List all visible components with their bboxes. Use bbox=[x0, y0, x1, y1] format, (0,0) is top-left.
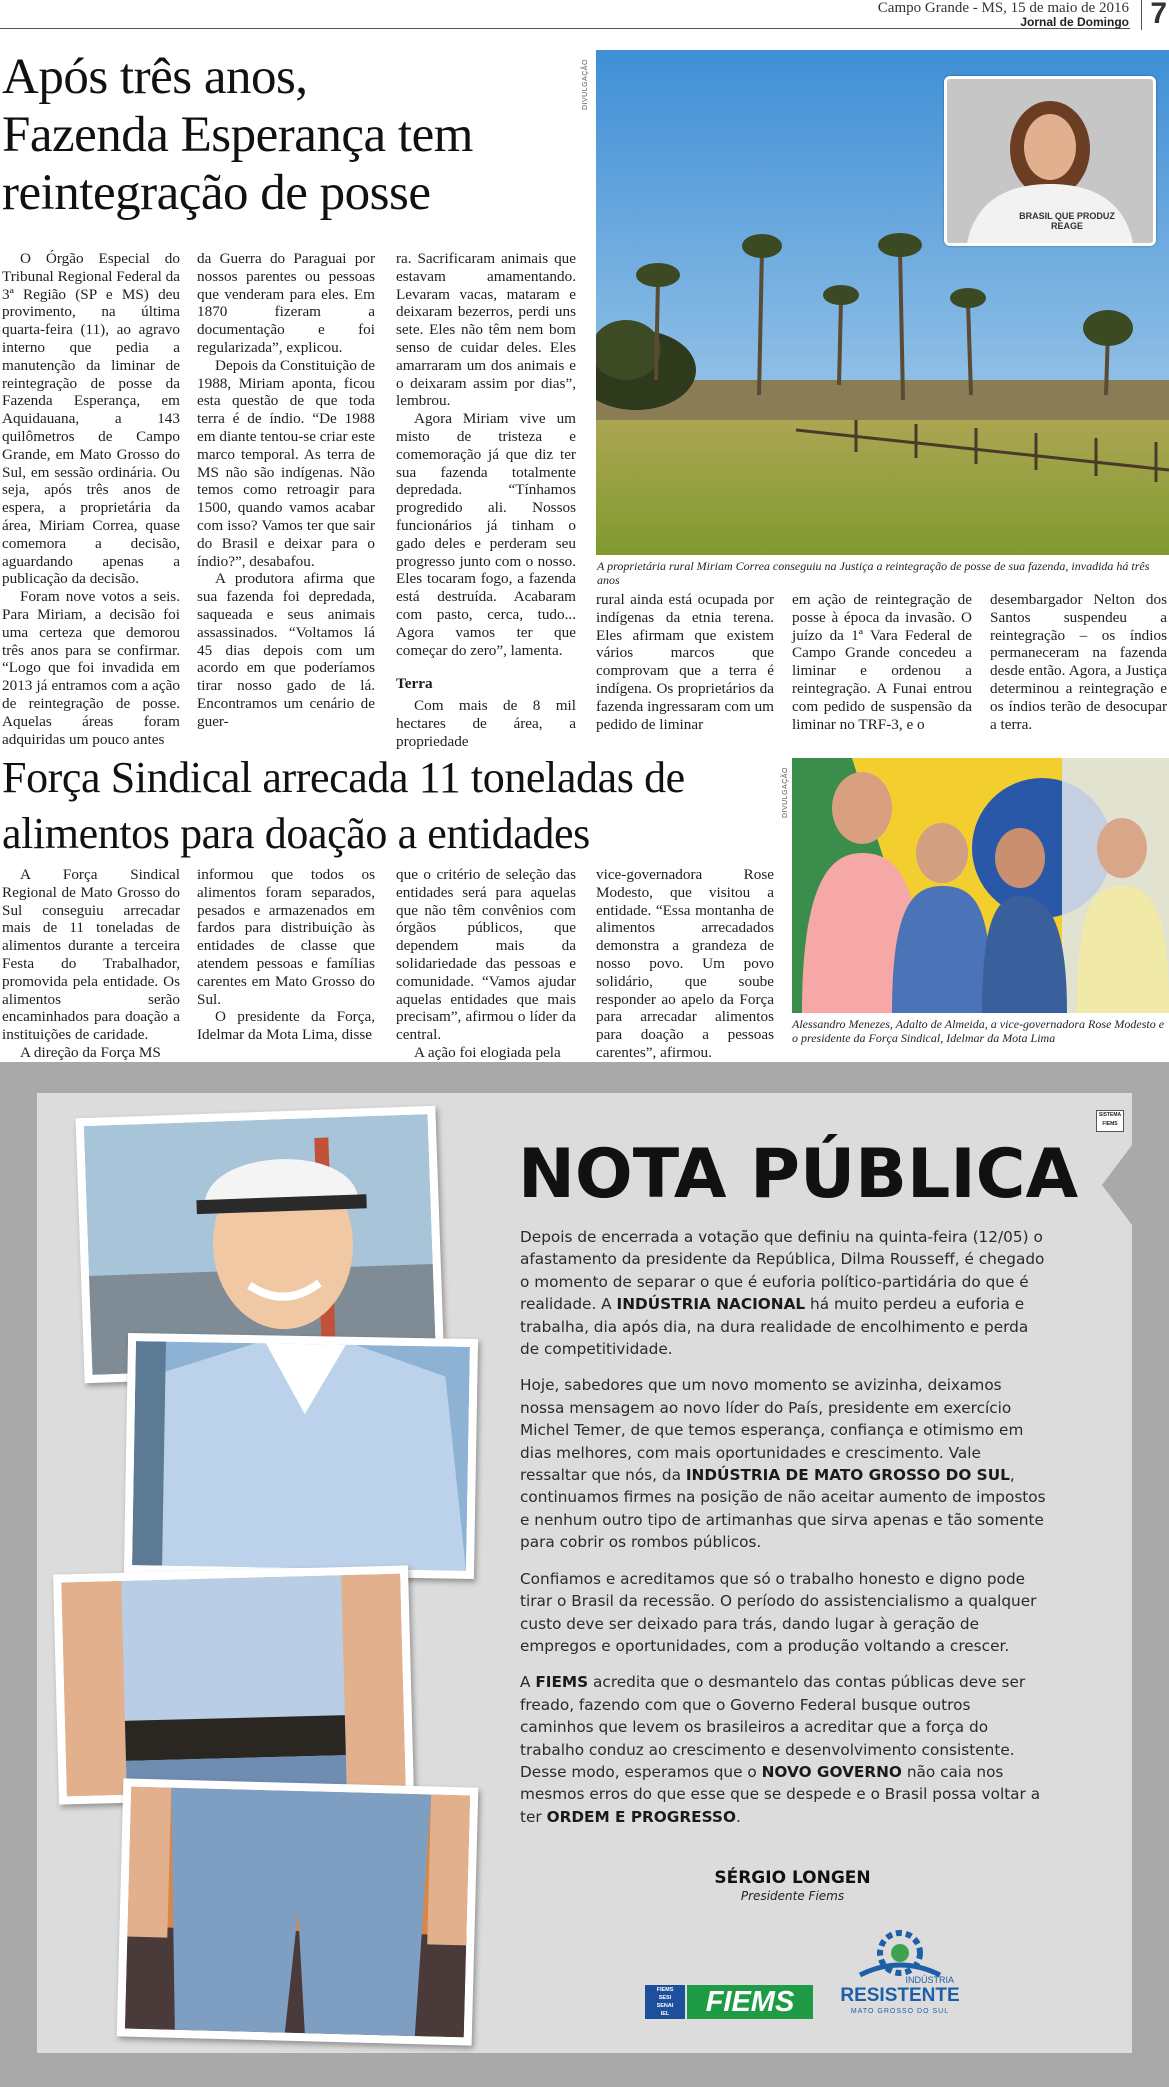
header-paper-name: Jornal de Domingo bbox=[1020, 15, 1129, 29]
emphasis: INDÚSTRIA NACIONAL bbox=[616, 1295, 806, 1314]
ad-title: NOTA PÚBLICA bbox=[518, 1135, 1079, 1214]
article1-headline-line: Fazenda Esperança tem bbox=[2, 107, 473, 163]
emphasis: NOVO GOVERNO bbox=[761, 1762, 902, 1781]
ad-paragraph-4 bbox=[520, 1671, 1048, 1828]
ad-paragraph-3: Confiamos e acreditamos que só o trabalho honesto e digno pode tirar o Brasil da recessão. O período do assistencialismo a qualquer custo deve ser deixado para trás, dando lugar à geração de empregos e oportunidades, com a produção voltando a crescer. bbox=[520, 1569, 1037, 1655]
article2-column-1 bbox=[2, 866, 180, 1062]
worker-belt-image bbox=[61, 1574, 405, 1797]
article1-subhead: Terra bbox=[396, 675, 433, 693]
article1-column-2 bbox=[197, 250, 375, 731]
logo2-bottom-text: MATO GROSSO DO SUL bbox=[850, 2008, 950, 2015]
paragraph: em ação de reintegração de posse à época da invasão. O juízo da 1ª Vara Federal de Campo Grande concedeu a liminar e ordenou a reintegração. A Funai entrou com pedido de suspensão da liminar no TRF-3, e o bbox=[792, 591, 972, 733]
logo-sub-label: FIEMS bbox=[656, 1987, 674, 1993]
text: A bbox=[520, 1673, 536, 1692]
logo-sub-label: IEL bbox=[660, 2011, 670, 2017]
paragraph: desembargador Nelton dos Santos suspendeu a reintegração – os índios permaneceram na fazenda desde então. Agora, a Justiça determinou a reintegração e os índios terão de desocupar a terra. bbox=[990, 591, 1167, 733]
article2-column-2 bbox=[197, 866, 375, 1044]
ad-body bbox=[520, 1226, 1048, 1842]
article2-photo-caption: Alessandro Menezes, Adalto de Almeida, a vice-governadora Rose Modesto e o presidente da Força Sindical, Idelmar da Mota Lima bbox=[792, 1017, 1165, 1045]
emphasis: ORDEM E PROGRESSO bbox=[546, 1807, 736, 1826]
fiems-wordmark: FIEMS bbox=[687, 1985, 813, 2019]
article1-column-5 bbox=[792, 591, 972, 733]
header-date: Campo Grande - MS, 15 de maio de 2016 bbox=[877, 0, 1129, 16]
logo2-main-text: RESISTENTE bbox=[840, 1985, 960, 2006]
ad-paragraph-1 bbox=[520, 1226, 1048, 1360]
collage-photo-3 bbox=[53, 1565, 414, 1804]
paragraph: O Órgão Especial do Tribunal Regional Federal da 3ª Região (SP e MS) deu provimento, na última quarta-feira (11), ao agravo interno que pedia a manutenção da liminar de reintegração de posse da Fazenda Esperança, em Aquidauana, a 143 quilômetros de Campo Grande, em Mato Grosso do Sul, em sessão ordinária. Ou seja, após três anos de espera, a proprietária da área, Miriam Correa, quase comemora a decisão, aguardando apenas a publicação da decisão. bbox=[2, 250, 180, 588]
collage-photo-4 bbox=[117, 1778, 479, 2045]
article2-column-4 bbox=[596, 866, 774, 1062]
ad-panel-notch bbox=[1102, 1145, 1132, 1225]
sistema-fiems-badge: SISTEMA FIEMS bbox=[1096, 1110, 1124, 1132]
paragraph: A produtora afirma que sua fazenda foi depredada, saqueada e seus animais assassinados. “Voltamos lá 45 dias depois com um acordo em que poderíamos tirar nosso gado de lá. Encontramos um cenário de guer- bbox=[197, 570, 375, 730]
article1-headline-line: reintegração de posse bbox=[2, 165, 431, 221]
paragraph: A direção da Força MS bbox=[20, 1043, 161, 1061]
article1-column-1 bbox=[2, 250, 180, 748]
signature-role: Presidente Fiems bbox=[740, 1889, 845, 1903]
logo-sub-label: SENAI bbox=[656, 2003, 674, 2009]
article1-headline bbox=[2, 48, 592, 222]
worker-jeans-image bbox=[125, 1787, 470, 2038]
article1-headline-line: Após três anos, bbox=[2, 49, 308, 105]
text: Hoje, sabedores que um novo momento se avizinha, deixamos nossa mensagem ao novo líder do País, presidente em exercício Michel Temer, de que temos esperança, confiança e otimismo em dias melhores, com mais oportunidades e crescimento. Vale ressaltar que nós, da bbox=[520, 1376, 1024, 1485]
logo2-top-text: INDÚSTRIA bbox=[905, 1975, 954, 1985]
group-photo bbox=[792, 758, 1169, 1013]
photo-credit: DIVULGAÇÃO bbox=[782, 767, 789, 818]
industria-resistente-logo bbox=[840, 1925, 960, 2025]
paragraph: O presidente da Força, Idelmar da Mota Lima, disse bbox=[197, 1008, 375, 1044]
paragraph: rural ainda está ocupada por indígenas da etnia terena. Eles afirmam que existem vários marcos que comprovam que a terra é indígena. Os proprietários da fazenda ingressaram com um pedido de liminar bbox=[596, 591, 774, 733]
paragraph: informou que todos os alimentos foram separados, pesados e armazenados em fardos para distribuição às entidades de classe que atendem pessoas e famílias carentes em Mato Grosso do Sul. bbox=[197, 866, 375, 1008]
ad-paragraph-2 bbox=[520, 1374, 1048, 1553]
fiems-logo bbox=[645, 1985, 813, 2019]
article1-column-4 bbox=[596, 591, 774, 733]
text: não caia nos mesmos erros do que esse que se despede e o Brasil possa voltar a ter bbox=[520, 1762, 1041, 1826]
text: , continuamos firmes na posição de não aceitar aumento de impostos e nenhum outro tipo de artimanhas que sirva apenas e tão somente para cobrir os rombos públicos. bbox=[520, 1466, 1046, 1552]
paragraph: que o critério de seleção das entidades será para aquelas que não têm convênios com órgãos públicos, que dependem mais da solidariedade das pessoas e comunidade. “Vamos ajudar aquelas entidades que mais precisam”, afirmou o líder da central. bbox=[396, 866, 576, 1044]
text: há muito perdeu a euforia e trabalha, dia após dia, na dura realidade de encolhimento e perda de competitividade. bbox=[520, 1295, 1029, 1359]
paragraph: A ação foi elogiada pela bbox=[414, 1043, 561, 1061]
shirt-print: BRASIL QUE PRODUZ REAGE bbox=[1019, 211, 1115, 231]
article2-headline-line: Força Sindical arrecada 11 toneladas de bbox=[2, 753, 685, 802]
collage-photo-2 bbox=[124, 1333, 478, 1579]
logo-sub-label: SESI bbox=[658, 1995, 672, 2001]
worker-torso-image bbox=[132, 1341, 470, 1571]
article2-column-3 bbox=[396, 866, 576, 1062]
paragraph: da Guerra do Paraguai por nossos parentes ou pessoas que venderam para eles. Em 1870 fizeram a documentação e foi regularizada”, explicou. bbox=[197, 250, 375, 356]
text: . bbox=[735, 1807, 741, 1826]
paragraph: A Força Sindical Regional de Mato Grosso do Sul conseguiu arrecadar mais de 11 toneladas de alimentos durante a terceira Festa do Trabalhador, promovida pela entidade. Os alimentos serão encaminhados para doação a instituições de caridade. bbox=[2, 866, 180, 1044]
article2-headline-line: alimentos para doação a entidades bbox=[2, 809, 590, 858]
paragraph: Com mais de 8 mil hectares de área, a propriedade bbox=[396, 697, 576, 750]
page-number: 7 bbox=[1141, 0, 1167, 30]
signature-name: SÉRGIO LONGEN bbox=[714, 1868, 871, 1888]
photo-credit: DIVULGAÇÃO bbox=[582, 59, 589, 110]
article2-headline bbox=[2, 750, 782, 862]
paragraph: Agora Miriam vive um misto de tristeza e comemoração já que diz ter sua fazenda totalmente depredada. “Tínhamos progredido ali. Nossos funcionários já tinham o gado deles e perderam seu progresso junto com o nosso. Eles tocaram fogo, a fazenda está destruída. Acabaram com pasto, cerca, tudo... Agora vamos ter que começar do zero”, lamenta. bbox=[396, 410, 576, 659]
paragraph: ra. Sacrificaram animais que estavam amamentando. Levaram vacas, mataram e deixaram bezerros, perdi uns sete. Eles não têm nem bom senso de cuidar deles. Eles amarraram um dos animais e o deixaram assim por dias”, lembrou. bbox=[396, 250, 576, 410]
text: Depois de encerrada a votação que definiu na quinta-feira (12/05) o afastamento da presidente da República, Dilma Rousseff, é chegado o momento de separar o que é euforia político-partidária do que é realidade. A bbox=[520, 1228, 1045, 1314]
farm-photo bbox=[596, 50, 1169, 555]
header-rule bbox=[0, 28, 1130, 29]
gear-hand-icon bbox=[840, 1925, 960, 1980]
group-people-image bbox=[792, 758, 1169, 1013]
article1-photo-caption: A proprietária rural Miriam Correa conseguiu na Justiça a reintegração de posse de sua fazenda, invadida há três anos bbox=[597, 559, 1150, 587]
article1-column-6 bbox=[990, 591, 1167, 733]
paragraph: Foram nove votos a seis. Para Miriam, a decisão foi uma certeza que demorou três anos para se confirmar. “Logo que foi invadida em 2013 já entramos com a ação de reintegração de posse. Aquelas áreas foram adquiridas um pouco antes bbox=[2, 588, 180, 748]
article1-column-3 bbox=[396, 250, 576, 751]
owner-portrait bbox=[944, 76, 1156, 246]
emphasis: FIEMS bbox=[535, 1673, 589, 1692]
text: acredita que o desmantelo das contas públicas deve ser freado, fazendo com que o Governo Federal busque outros caminhos que levem os brasileiros a acreditar que a força do trabalho conduz ao crescimento e desenvolvimento consistente. Desse modo, esperamos que o bbox=[520, 1673, 1026, 1781]
paragraph: vice-governadora Rose Modesto, que visitou a entidade. “Essa montanha de alimentos arrecadados demonstra a grandeza de nosso povo. Um povo solidário, que soube responder ao apelo da Força para arrecadar alimentos para doação a pessoas carentes”, afirmou. bbox=[596, 866, 774, 1061]
emphasis: INDÚSTRIA DE MATO GROSSO DO SUL bbox=[685, 1466, 1010, 1485]
fiems-system-block bbox=[645, 1985, 685, 2019]
paragraph: Depois da Constituição de 1988, Miriam aponta, ficou esta questão de que toda terra é de índio. “De 1988 em diante tentou-se criar este marco temporal. As terra de MS não são indígenas. Não temos como retroagir para 1500, quando vamos acabar com isso? Vamos ter que sair do Brasil e deixar para o índio?”, desabafou. bbox=[197, 356, 375, 570]
